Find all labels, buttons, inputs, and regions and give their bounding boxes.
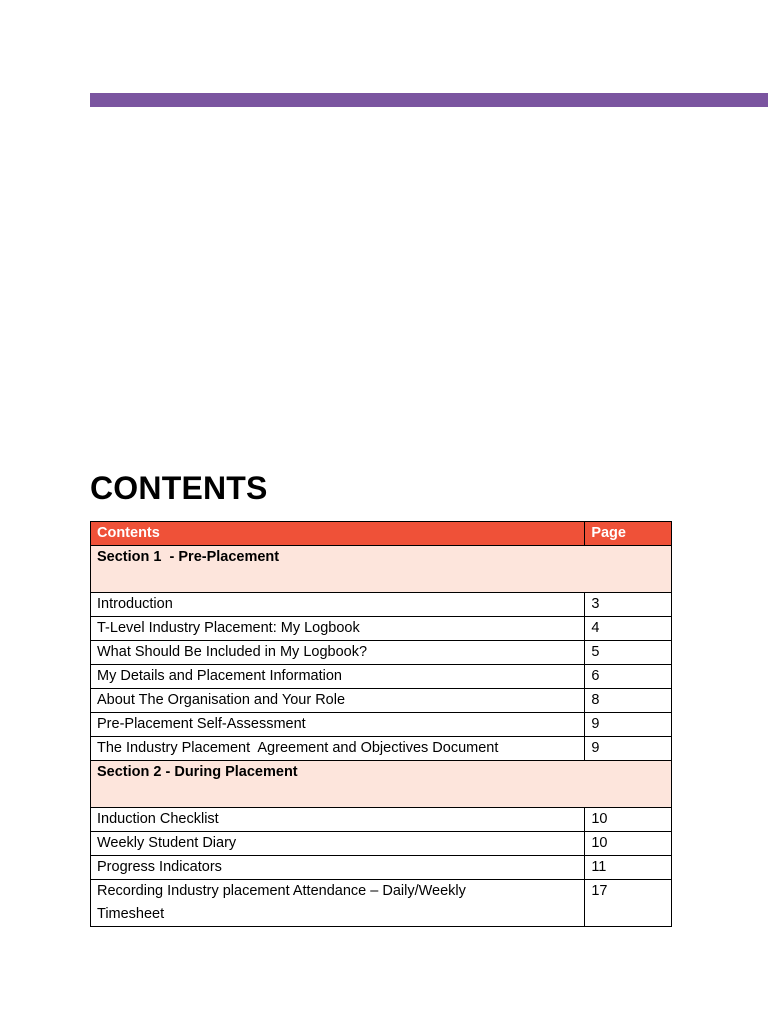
row-label: T-Level Industry Placement: My Logbook bbox=[91, 617, 585, 641]
table-row bbox=[91, 713, 672, 737]
header-contents: Contents bbox=[91, 522, 585, 546]
row-label: Introduction bbox=[91, 593, 585, 617]
row-label: Pre-Placement Self-Assessment bbox=[91, 713, 585, 737]
section-2-heading bbox=[91, 761, 672, 808]
row-page: 3 bbox=[585, 593, 672, 617]
row-page: 10 bbox=[585, 832, 672, 856]
row-page: 11 bbox=[585, 856, 672, 880]
row-label: About The Organisation and Your Role bbox=[91, 689, 585, 713]
section-title: Section 2 - During Placement bbox=[91, 761, 672, 808]
table-row bbox=[91, 641, 672, 665]
row-label: Recording Industry placement Attendance – Daily/Weekly Timesheet bbox=[91, 880, 585, 927]
table-row bbox=[91, 737, 672, 761]
table-row bbox=[91, 832, 672, 856]
table-row bbox=[91, 617, 672, 641]
contents-table bbox=[90, 521, 672, 927]
header-page: Page bbox=[585, 522, 672, 546]
table-row bbox=[91, 665, 672, 689]
section-title: Section 1 - Pre-Placement bbox=[91, 546, 672, 593]
table-row bbox=[91, 689, 672, 713]
page-title: CONTENTS bbox=[90, 470, 268, 506]
row-label: The Industry Placement Agreement and Objectives Document bbox=[91, 737, 585, 761]
row-page: 10 bbox=[585, 808, 672, 832]
table-row bbox=[91, 856, 672, 880]
table-row bbox=[91, 808, 672, 832]
top-accent-bar bbox=[90, 93, 768, 107]
row-page: 6 bbox=[585, 665, 672, 689]
row-label: Induction Checklist bbox=[91, 808, 585, 832]
row-page: 8 bbox=[585, 689, 672, 713]
table-row bbox=[91, 880, 672, 927]
row-page: 5 bbox=[585, 641, 672, 665]
section-1-heading bbox=[91, 546, 672, 593]
table-row bbox=[91, 593, 672, 617]
row-page: 17 bbox=[585, 880, 672, 927]
row-label: My Details and Placement Information bbox=[91, 665, 585, 689]
row-label: Progress Indicators bbox=[91, 856, 585, 880]
row-page: 9 bbox=[585, 713, 672, 737]
row-label: What Should Be Included in My Logbook? bbox=[91, 641, 585, 665]
row-label: Weekly Student Diary bbox=[91, 832, 585, 856]
table-header-row bbox=[91, 522, 672, 546]
row-page: 4 bbox=[585, 617, 672, 641]
row-page: 9 bbox=[585, 737, 672, 761]
